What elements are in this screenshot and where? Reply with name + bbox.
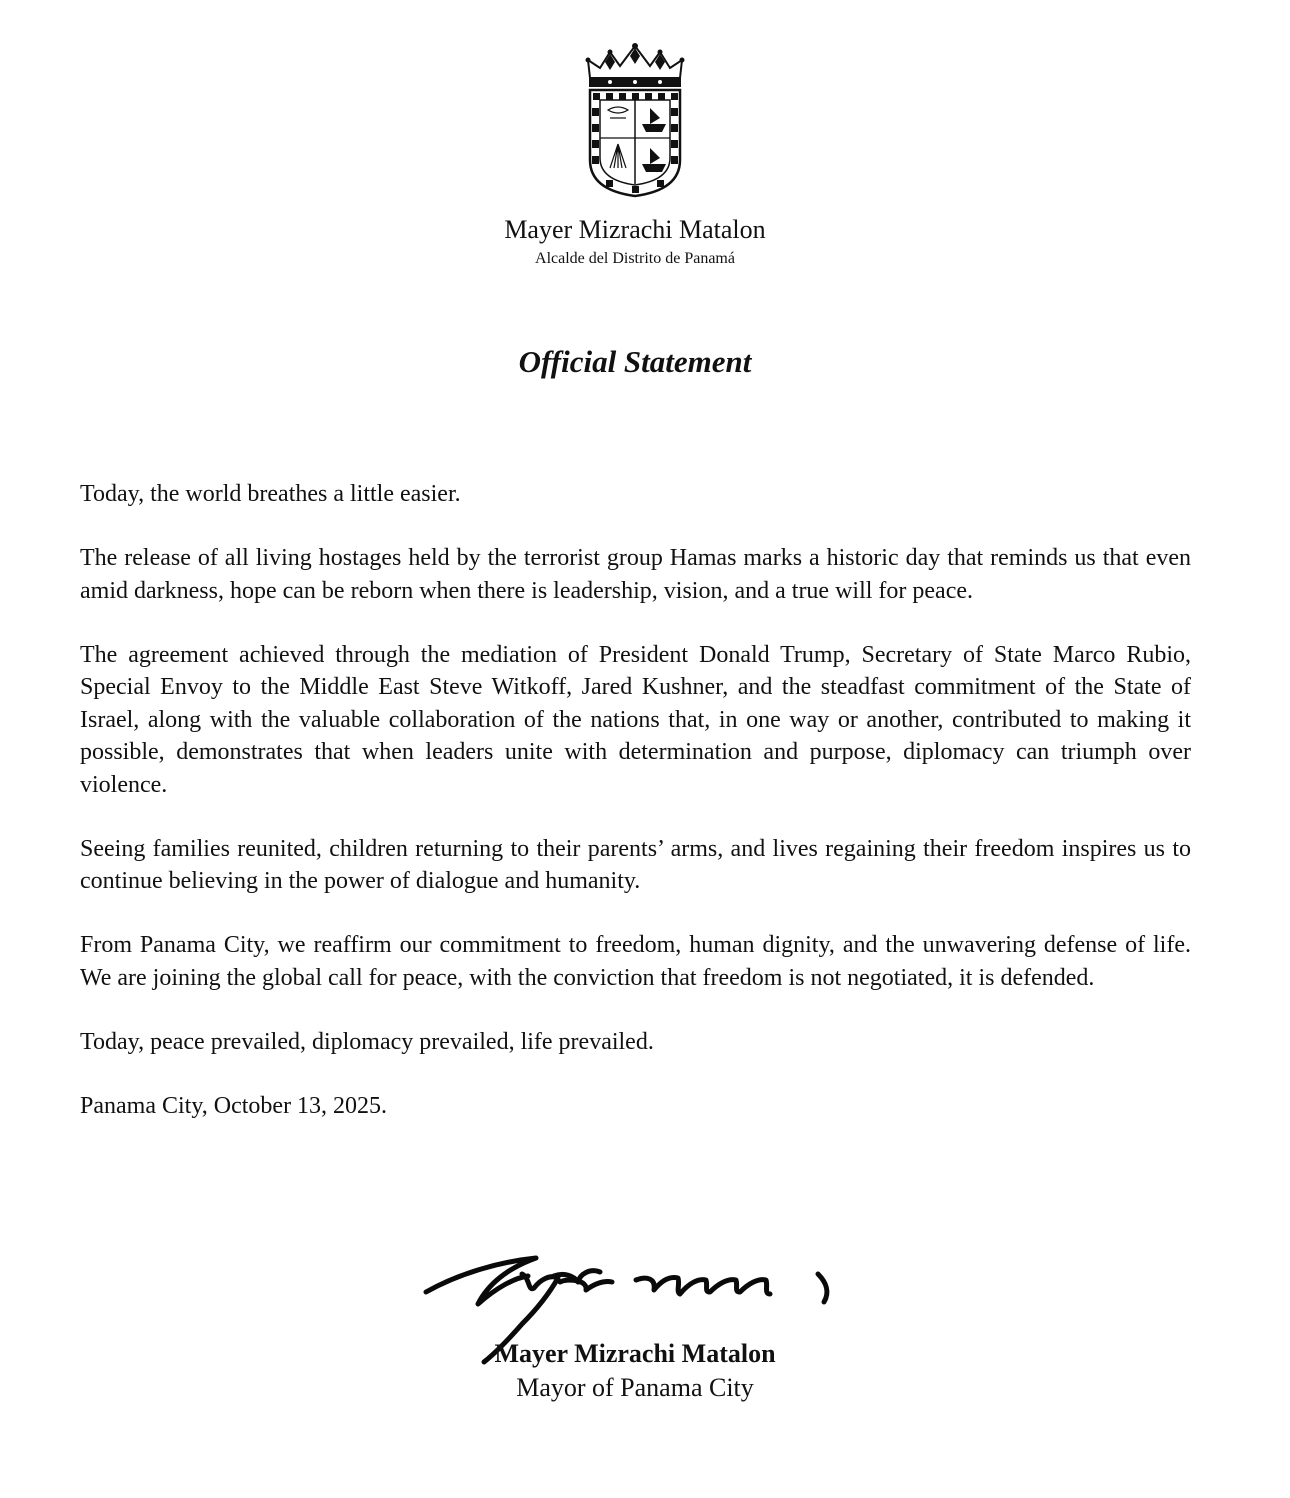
signatory-role: Mayor of Panama City (516, 1373, 754, 1402)
signatory-name: Mayer Mizrachi Matalon (494, 1339, 776, 1368)
document-title: Official Statement (518, 344, 752, 379)
paragraph: From Panama City, we reaffirm our commitment to freedom, human dignity, and the unwavering defense of life. We are joining the global call for peace, with the conviction that freedom is not negotiated, it is defended. (80, 932, 1191, 991)
paragraph: The release of all living hostages held by the terrorist group Hamas marks a historic day that reminds us that even amid darkness, hope can be reborn when there is leadership, vision, and a true will for peace. (80, 545, 1191, 604)
letterhead-name: Mayer Mizrachi Matalon (504, 215, 766, 244)
paragraph: The agreement achieved through the mediation of President Donald Trump, Secretary of State Marco Rubio, Special Envoy to the Middle East Steve Witkoff, Jared Kushner, and the steadfast commitment of the State of Israel, along with the valuable collaboration of the nations that, in one way or another, contributed to making it possible, demonstrates that when leaders unite with determination and purpose, diplomacy can triumph over violence. (80, 641, 1191, 798)
dateline: Panama City, October 13, 2025. (80, 1092, 388, 1119)
statement-body (80, 478, 1191, 1154)
coat-of-arms-icon (580, 40, 690, 200)
paragraph: Today, peace prevailed, diplomacy prevailed, life prevailed. (80, 1028, 654, 1055)
letterhead-position: Alcalde del Distrito de Panamá (535, 250, 735, 267)
paragraph: Seeing families reunited, children returning to their parents’ arms, and lives regaining their freedom inspires us to continue believing in the power of dialogue and humanity. (80, 835, 1191, 894)
paragraph: Today, the world breathes a little easier. (80, 481, 461, 507)
